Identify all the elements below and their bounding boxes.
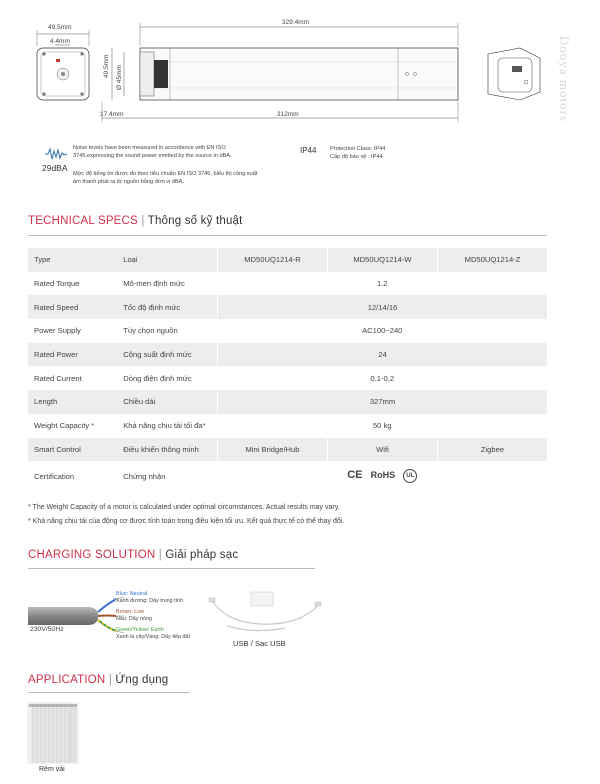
voltage-label: 230V/50Hz <box>30 626 64 633</box>
dim-diameter: Ø 45mm <box>116 65 123 90</box>
footnote-en: * The Weight Capacity of a motor is calculated under optimal circumstances. Actual results may vary. <box>28 504 340 511</box>
cell-value: 24 <box>218 343 548 367</box>
row-label-vn: Chiều dài <box>118 390 217 414</box>
row-label-en: Smart Control <box>28 438 118 462</box>
dim-top-width: 49.5mm <box>48 24 72 31</box>
ul-mark: UL <box>403 469 417 483</box>
charging-heading-en: CHARGING SOLUTION <box>28 549 156 561</box>
table-row <box>28 438 547 462</box>
usb-cable-illustration <box>205 588 325 638</box>
ip-vn: Cấp độ bảo vệ : IP44 <box>330 154 383 160</box>
cell-value: MD50UQ1214-W <box>327 248 437 272</box>
cell-value: Mini Bridge/Hub <box>218 438 328 462</box>
noise-desc-en: Noise levels have been measured in accordance with EN ISO 3745,expressing the sound power emitted by the source in dBA. <box>73 145 232 159</box>
table-row <box>28 461 547 491</box>
row-label-vn: Loại <box>118 248 217 272</box>
tech-heading-sep: | <box>141 215 145 227</box>
cell-value: MD50UQ1214-Z <box>437 248 547 272</box>
cert-logos <box>218 461 548 491</box>
row-label-vn: Tùy chọn nguồn <box>123 326 178 336</box>
tech-specs-heading <box>28 215 243 227</box>
row-label-en: Rated Speed <box>28 295 118 319</box>
specs-table <box>28 248 547 491</box>
row-label-vn: Điều khiển thông minh <box>118 438 217 462</box>
technical-drawing <box>0 0 600 130</box>
charging-heading <box>28 549 238 561</box>
cell-value: MD50UQ1214-R <box>218 248 328 272</box>
application-heading <box>28 674 168 686</box>
cell-value: 0.1-0.2 <box>370 373 395 383</box>
cell-value: 1.2 <box>376 279 388 289</box>
wire-earth-vn: Xanh lá cây/Vàng: Dây tiếp đất <box>116 633 191 640</box>
ip-badge: IP44 <box>300 146 317 155</box>
wire-brown <box>116 609 152 622</box>
wire-blue <box>116 591 183 604</box>
table-row <box>28 319 547 343</box>
wire-earth-en: Green/Yellow: Earth <box>116 627 164 633</box>
wire-brown-vn: Nâu: Dây nóng <box>116 615 152 622</box>
cell-value: Zigbee <box>437 438 547 462</box>
row-label-vn: Cộng suất định mức <box>118 343 217 367</box>
charging-heading-sep: | <box>158 549 162 561</box>
ip-en: Protection Class: IP44 <box>330 146 386 152</box>
row-label-vn: Tốc độ định mức <box>118 295 217 319</box>
row-label-vn: Dòng điện định mức <box>123 373 192 383</box>
noise-icon <box>44 147 68 161</box>
row-label-en: Certification <box>34 471 75 481</box>
charging-heading-rule <box>28 568 315 569</box>
dim-end-offset: 17.4mm <box>100 111 124 118</box>
cell-value: 50 kg <box>372 421 392 431</box>
row-label-vn: Khả năng chịu tải tối đa* <box>123 421 206 431</box>
dim-height: 49.5mm <box>103 54 110 78</box>
application-heading-vn: Ứng dụng <box>115 674 169 686</box>
table-row <box>28 414 547 438</box>
cell-value: Wifi <box>327 438 437 462</box>
footnote-vn: * Khả năng chịu tải của động cơ được tính toán trong điều kiện tối ưu. Kết quả thực tế có thể thay đổi. <box>28 518 345 525</box>
tech-heading-vn: Thông số kỹ thuật <box>147 215 243 227</box>
charging-heading-vn: Giải pháp sạc <box>165 549 239 561</box>
tech-heading-en: TECHNICAL SPECS <box>28 215 138 227</box>
noise-value: 29dBA <box>42 163 68 173</box>
dim-total-length: 329.4mm <box>282 19 310 26</box>
application-heading-en: APPLICATION <box>28 674 106 686</box>
wire-brown-en: Brown: Live <box>116 609 145 615</box>
table-row <box>28 390 547 414</box>
row-label-en: Power Supply <box>34 326 81 336</box>
usb-label: USB / Sạc USB <box>233 639 286 648</box>
cell-value: 327mm <box>218 390 548 414</box>
wire-earth <box>116 627 190 640</box>
table-row <box>28 272 547 296</box>
table-row <box>28 366 547 390</box>
cell-value: 12/14/16 <box>218 295 548 319</box>
row-label-en: Rated Current <box>34 373 82 383</box>
dim-inner-width: 4.4mm <box>50 38 70 45</box>
tech-heading-rule <box>28 235 547 236</box>
application-item-label: Rèm vải <box>39 766 65 773</box>
cell-value: AC100~240 <box>362 326 403 336</box>
application-heading-rule <box>28 692 190 693</box>
row-label-en: Rated Power <box>28 343 118 367</box>
watermark-text: Dooya motors <box>557 36 572 123</box>
table-row <box>28 343 547 367</box>
application-heading-sep: | <box>108 674 112 686</box>
curtain-thumbnail <box>27 702 79 764</box>
dim-body-length: 312mm <box>277 111 299 118</box>
noise-desc-vn: Mức độ tiếng ồn được đo theo tiêu chuẩn EN ISO 3745, biểu thị công suất âm thanh phát ra từ nguồn bằng đơn vị dBA. <box>73 171 258 185</box>
row-label-en: Length <box>28 390 118 414</box>
rohs-mark: RoHS <box>370 470 396 481</box>
row-label-en: Weight Capacity * <box>34 421 95 431</box>
row-label-vn: Mô-men định mức <box>123 279 185 289</box>
wire-blue-vn: Xanh dương: Dây trung tính <box>116 597 184 604</box>
row-label-en: Rated Torque <box>34 279 80 289</box>
table-row <box>28 295 547 319</box>
wire-blue-en: Blue: Neutral <box>116 591 148 597</box>
table-row <box>28 248 547 272</box>
row-label-vn: Chứng nhận <box>123 471 166 481</box>
row-label-en: Type <box>28 248 118 272</box>
ce-mark: CE <box>347 469 363 482</box>
